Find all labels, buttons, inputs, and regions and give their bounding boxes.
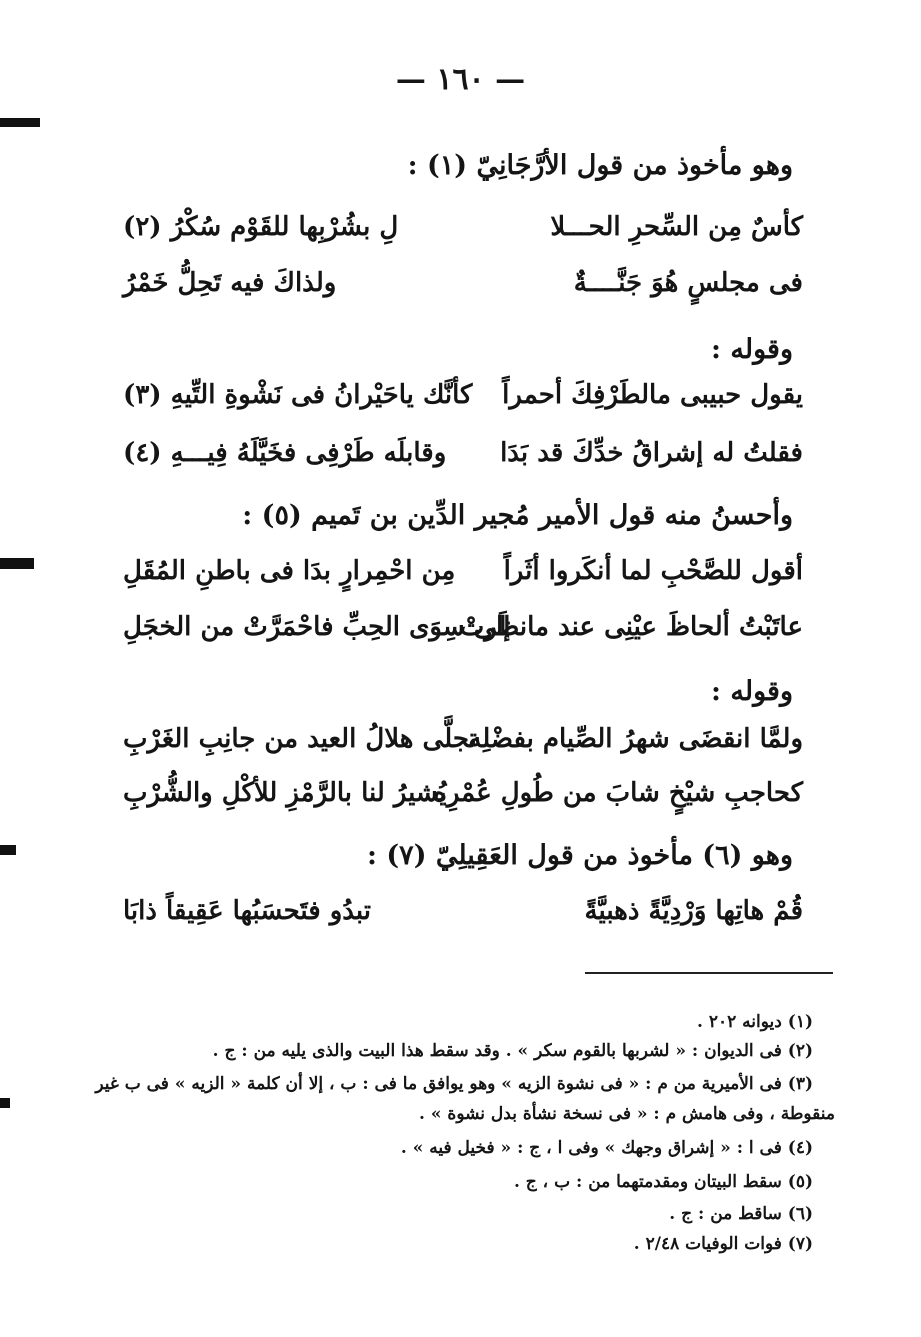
verse-second-hemistich: يُشيرُ لنا بالرَّمْزِ للأكْلِ والشُّرْبِ <box>123 778 447 808</box>
page-number: — ١٦٠ — <box>395 62 526 97</box>
verse-first-hemistich: ولمَّا انقضَى شهرُ الصِّيام بفضْلِه <box>468 724 803 754</box>
verse-line <box>123 380 803 424</box>
verse-first-hemistich: قُمْ هاتِها وَرْدِيَّةً ذهبيَّةً <box>584 896 803 926</box>
verse-second-hemistich: ولذاكَ فيه تَحِلُّ خَمْرُ <box>123 268 337 298</box>
verse-first-hemistich: فى مجلسٍ هُوَ جَنَّــــةٌ <box>573 268 803 298</box>
verse-second-hemistich: لِ بشُرْبِها للقَوْم سُكْرُ (٢) <box>123 212 399 242</box>
verse-line <box>123 896 803 940</box>
intro-line: وهو (٦) مأخوذ من قول العَقِيلِيّ (٧) : <box>367 840 793 871</box>
verse-second-hemistich: تبدُو فتَحسَبُها عَقِيقاً ذابَا <box>123 896 371 926</box>
footnote: (٢) فى الديوان : « لشربها بالقوم سكر » . وقد سقط هذا البيت والذى يليه من : ج . <box>212 1041 813 1061</box>
verse-second-hemistich: وقابلَه طَرْفِى فخَيَّلَهُ فِيـــهِ (٤) <box>123 438 447 468</box>
verse-first-hemistich: كأسٌ مِن السِّحرِ الحـــلا <box>550 212 803 242</box>
footnote: (٦) ساقط من : ج . <box>669 1204 813 1224</box>
intro-line: وهو مأخوذ من قول الأرَّجَانِيّ (١) : <box>407 150 793 181</box>
verse-first-hemistich: أقول للصَّحْبِ لما أنكَروا أثَراً <box>503 556 803 586</box>
footnote: (٧) فوات الوفيات ٢/٤٨ . <box>633 1234 813 1254</box>
footnote: (٣) فى الأميرية من م : « فى نشوة الزيه » وهو يوافق ما فى : ب ، إلا أن كلمة « الزيه » فى ب غير <box>95 1074 813 1094</box>
verse-second-hemistich: تجلَّى هلالُ العيد من جانِبِ الغَرْبِ <box>123 724 477 754</box>
scan-edge-mark <box>0 845 16 855</box>
verse-first-hemistich: يقول حبيبى مالطَرْفِكَ أحمراً <box>502 380 803 410</box>
intro-line: وقوله : <box>711 334 793 365</box>
footnote-divider <box>585 972 833 974</box>
footnote: (١) ديوانه ٢٠٢ . <box>697 1012 813 1032</box>
verse-second-hemistich: مِن احْمِرارٍ بدَا فى باطنِ المُقَلِ <box>123 556 456 586</box>
verse-first-hemistich: عاتَبْتُ ألحاظَ عيْنِى عند مانظَرتْ <box>459 612 803 642</box>
verse-second-hemistich: كأنَّك ياحَيْرانُ فى نَشْوةِ التِّيهِ (٣) <box>123 380 473 410</box>
verse-line <box>123 778 803 822</box>
verse-line <box>123 724 803 768</box>
verse-line <box>123 612 803 656</box>
verse-line <box>123 556 803 600</box>
verse-line <box>123 268 803 312</box>
verse-first-hemistich: كحاجبِ شيْخٍ شابَ من طُولِ عُمْرِه <box>433 778 803 808</box>
verse-second-hemistich: إلى سِوَى الحِبِّ فاحْمَرَّتْ من الخجَلِ <box>123 612 511 642</box>
footnote: (٥) سقط البيتان ومقدمتهما من : ب ، ج . <box>513 1172 813 1192</box>
intro-line: وقوله : <box>711 676 793 707</box>
verse-line <box>123 212 803 256</box>
scan-edge-mark <box>0 1098 10 1108</box>
footnote: (٤) فى ا : « إشراق وجهك » وفى ا ، ج : « فخيل فيه » . <box>400 1138 813 1158</box>
footnote-continuation: منقوطة ، وفى هامش م : « فى نسخة نشأة بدل نشوة » . <box>419 1104 835 1124</box>
scan-edge-mark <box>0 118 40 127</box>
verse-first-hemistich: فقلتُ له إشراقُ خدِّكَ قد بَدَا <box>500 438 803 468</box>
intro-line: وأحسنُ منه قول الأمير مُجير الدِّين بن تَميم (٥) : <box>242 500 793 531</box>
verse-line <box>123 438 803 482</box>
scan-edge-mark <box>0 558 34 569</box>
